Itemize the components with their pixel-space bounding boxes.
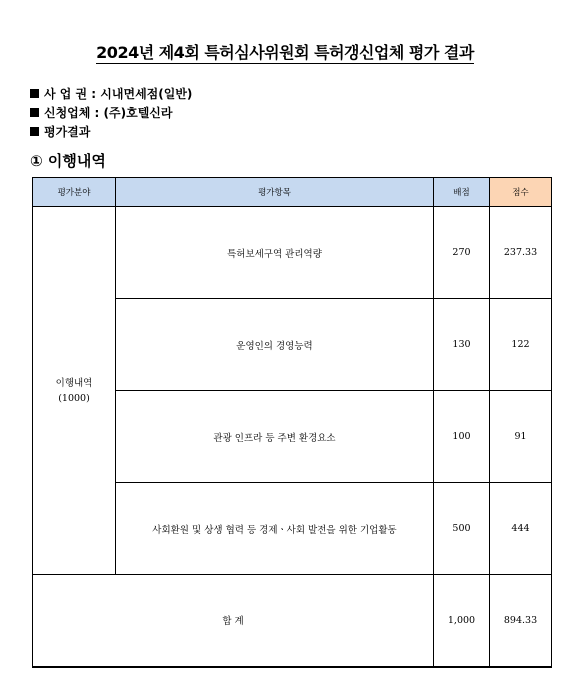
item-cell: 특허보세구역 관리역량: [116, 207, 434, 299]
square-bullet-icon: [30, 108, 39, 117]
info-business-right: [30, 85, 192, 102]
points-cell: 270: [434, 207, 490, 299]
points-cell: 100: [434, 391, 490, 483]
info-label: 신청업체 :: [44, 106, 100, 120]
info-label: 평가결과: [44, 125, 91, 139]
info-result: [30, 123, 90, 140]
table-row: [33, 207, 552, 299]
evaluation-table: [32, 177, 552, 668]
total-row: [33, 575, 552, 667]
points-cell: 500: [434, 483, 490, 575]
score-cell: 122: [490, 299, 552, 391]
category-points: (1000): [58, 392, 90, 404]
item-cell: 관광 인프라 등 주변 환경요소: [116, 391, 434, 483]
info-applicant: [30, 104, 172, 121]
total-label: 합 계: [33, 575, 434, 667]
score-cell: 91: [490, 391, 552, 483]
info-value: (주)호텔신라: [103, 106, 173, 120]
page-title-text: 2024년 제4회 특허심사위원회 특허갱신업체 평가 결과: [96, 43, 474, 62]
total-score: 894.33: [490, 575, 552, 667]
total-points: 1,000: [434, 575, 490, 667]
category-cell: [33, 207, 116, 575]
score-cell: 237.33: [490, 207, 552, 299]
section-title: ① 이행내역: [30, 152, 106, 170]
info-value: 시내면세점(일반): [100, 87, 193, 101]
page-title: [0, 40, 570, 63]
header-score: 점수: [490, 178, 552, 207]
square-bullet-icon: [30, 89, 39, 98]
category-name: 이행내역: [55, 377, 93, 389]
header-points: 배점: [434, 178, 490, 207]
header-area: 평가분야: [33, 178, 116, 207]
points-cell: 130: [434, 299, 490, 391]
info-label: 사 업 권 :: [44, 87, 97, 101]
item-cell: 운영인의 경영능력: [116, 299, 434, 391]
table-header-row: [33, 178, 552, 207]
square-bullet-icon: [30, 127, 39, 136]
score-cell: 444: [490, 483, 552, 575]
item-cell: 사회환원 및 상생 협력 등 경제ㆍ사회 발전을 위한 기업활동: [116, 483, 434, 575]
header-item: 평가항목: [116, 178, 434, 207]
